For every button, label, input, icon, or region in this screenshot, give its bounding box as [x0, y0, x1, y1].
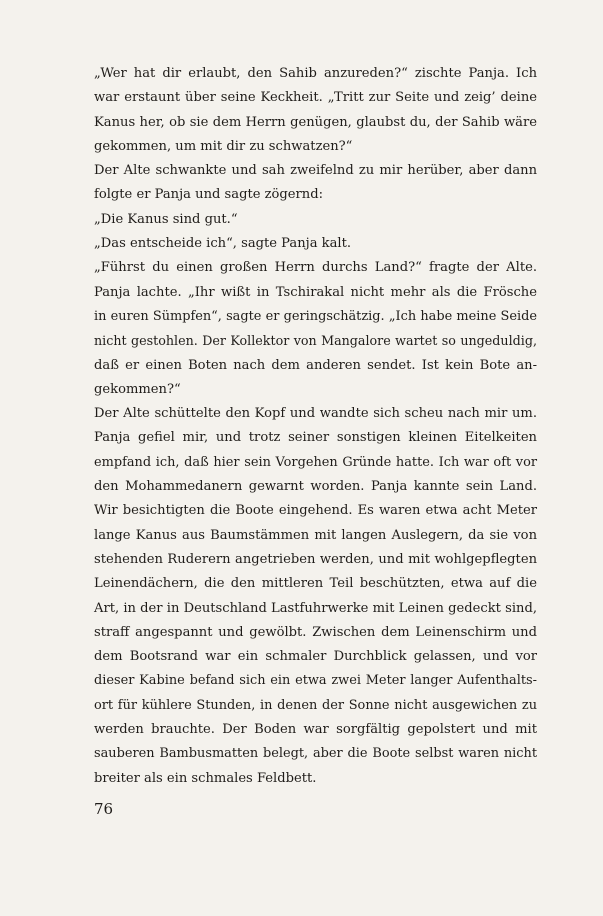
- text-line: daß er einen Boten nach dem anderen sendet. Ist kein Bote an-: [94, 357, 537, 373]
- text-line: breiter als ein schmales Feldbett.: [94, 770, 317, 786]
- text-line: Der Alte schwankte und sah zweifelnd zu mir herüber, aber dann: [94, 163, 537, 179]
- text-line: gekommen, um mit dir zu schwatzen?“: [94, 138, 353, 154]
- text-line: Panja gefiel mir, und trotz seiner sonstigen kleinen Eitelkeiten: [94, 430, 537, 446]
- text-line: „Das entscheide ich“, sagte Panja kalt.: [94, 236, 352, 252]
- text-line: in euren Sümpfen“, sagte er geringschätzig. „Ich habe meine Seide: [94, 308, 537, 324]
- text-line: werden brauchte. Der Boden war sorgfältig gepolstert und mit: [94, 722, 537, 738]
- text-line: „Die Kanus sind gut.“: [94, 211, 238, 227]
- text-line: ort für kühlere Stunden, in denen der Sonne nicht ausgewichen zu: [94, 697, 537, 713]
- text-line: Art, in der in Deutschland Lastfuhrwerke mit Leinen gedeckt sind,: [94, 600, 537, 616]
- text-line: sauberen Bambusmatten belegt, aber die Boote selbst waren nicht: [94, 746, 537, 762]
- page-number: 76: [94, 800, 114, 818]
- text-line: den Mohammedanern gewarnt worden. Panja kannte sein Land.: [94, 479, 537, 495]
- text-line: war erstaunt über seine Keckheit. „Tritt zur Seite und zeig’ deine: [94, 90, 537, 106]
- text-line: dem Bootsrand war ein schmaler Durchblick gelassen, und vor: [94, 649, 537, 665]
- text-line: gekommen?“: [94, 381, 181, 397]
- text-line: Wir besichtigten die Boote eingehend. Es waren etwa acht Meter: [94, 503, 537, 519]
- text-line: folgte er Panja und sagte zögernd:: [94, 187, 324, 203]
- text-line: straff angespannt und gewölbt. Zwischen dem Leinenschirm und: [94, 624, 537, 640]
- text-line: empfand ich, daß hier sein Vorgehen Gründe hatte. Ich war oft vor: [94, 454, 537, 470]
- text-line: Der Alte schüttelte den Kopf und wandte sich scheu nach mir um.: [94, 406, 537, 422]
- text-line: Leinendächern, die den mittleren Teil beschützten, etwa auf die: [94, 576, 537, 592]
- text-line: „Wer hat dir erlaubt, den Sahib anzureden?“ zischte Panja. Ich: [94, 66, 537, 81]
- text-line: Kanus her, ob sie dem Herrn genügen, glaubst du, der Sahib wäre: [94, 114, 537, 130]
- text-line: dieser Kabine befand sich ein etwa zwei Meter langer Aufenthalts-: [94, 673, 537, 689]
- text-line: „Führst du einen großen Herrn durchs Land?“ fragte der Alte.: [94, 260, 537, 276]
- body-text: [94, 62, 537, 791]
- text-line: lange Kanus aus Baumstämmen mit langen Auslegern, da sie von: [94, 527, 537, 543]
- text-line: stehenden Ruderern angetrieben werden, und mit wohlgepflegten: [94, 551, 537, 567]
- text-line: nicht gestohlen. Der Kollektor von Mangalore wartet so ungeduldig,: [94, 333, 537, 349]
- text-line: Panja lachte. „Ihr wißt in Tschirakal nicht mehr als die Frösche: [94, 284, 537, 300]
